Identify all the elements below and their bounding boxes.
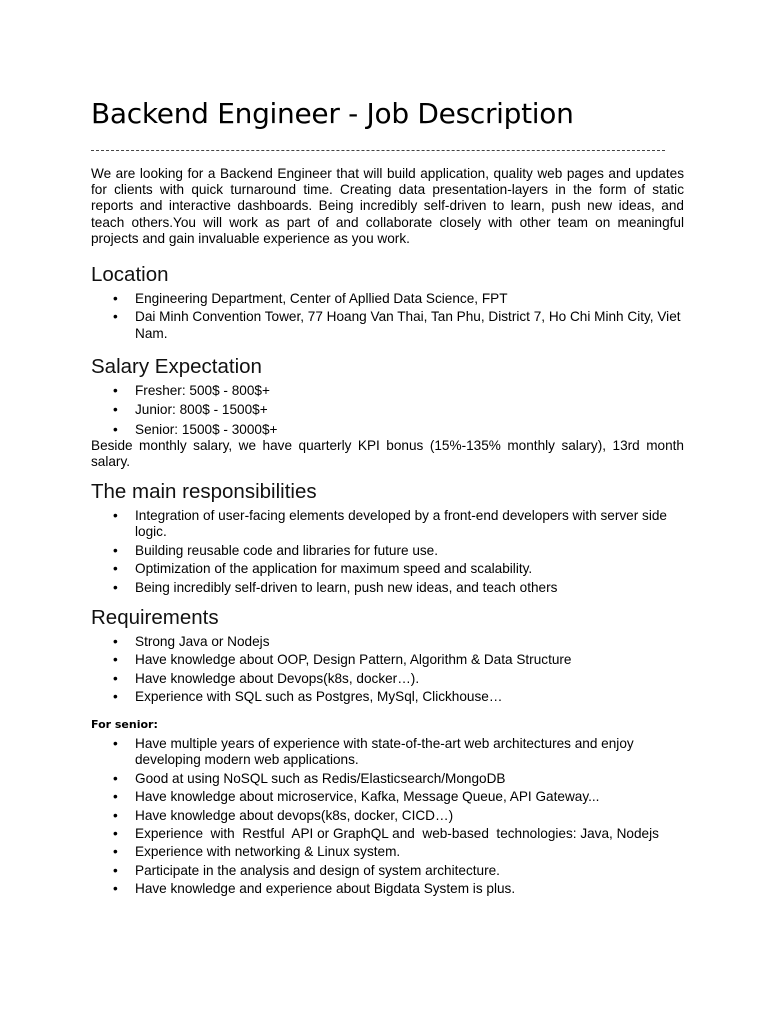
list-item: • Have knowledge about OOP, Design Pattern, Algorithm & Data Structure <box>135 652 684 668</box>
list-item: • Have knowledge about Devops(k8s, docker…). <box>135 671 684 687</box>
requirements-section <box>91 606 684 708</box>
list-item: • Integration of user-facing elements developed by a front-end developers with server side logic. <box>135 508 684 541</box>
responsibilities-heading: The main responsibilities <box>91 480 317 503</box>
title-divider <box>91 150 665 151</box>
salary-list <box>91 383 684 438</box>
list-item: • Junior: 800$ - 1500$+ <box>135 402 684 418</box>
list-item: • Have multiple years of experience with state-of-the-art web architectures and enjoy developing modern web applications. <box>135 736 684 769</box>
salary-note: Beside monthly salary, we have quarterly KPI bonus (15%-135% monthly salary), 13rd month salary. <box>91 438 684 470</box>
list-item: • Participate in the analysis and design of system architecture. <box>135 863 684 879</box>
list-item: • Building reusable code and libraries for future use. <box>135 543 684 559</box>
location-section <box>91 263 684 344</box>
location-heading: Location <box>91 263 169 286</box>
senior-requirements-section <box>91 718 684 900</box>
list-item: • Experience with SQL such as Postgres, MySql, Clickhouse… <box>135 689 684 705</box>
salary-heading: Salary Expectation <box>91 355 262 378</box>
responsibilities-section <box>91 480 684 598</box>
requirements-list <box>91 634 684 706</box>
list-item: • Good at using NoSQL such as Redis/Elasticsearch/MongoDB <box>135 771 684 787</box>
responsibilities-list <box>91 508 684 596</box>
requirements-heading: Requirements <box>91 606 219 629</box>
list-item: • Strong Java or Nodejs <box>135 634 684 650</box>
location-list <box>91 291 684 342</box>
page-title: Backend Engineer - Job Description <box>91 97 574 130</box>
salary-section <box>91 355 684 471</box>
list-item: • Senior: 1500$ - 3000$+ <box>135 422 684 438</box>
list-item: • Have knowledge and experience about Bigdata System is plus. <box>135 881 684 897</box>
list-item: • Being incredibly self-driven to learn, push new ideas, and teach others <box>135 580 684 596</box>
senior-label: For senior: <box>91 718 158 731</box>
list-item: • Experience with networking & Linux system. <box>135 844 684 860</box>
list-item: • Have knowledge about devops(k8s, docker, CICD…) <box>135 808 684 824</box>
list-item: • Fresher: 500$ - 800$+ <box>135 383 684 399</box>
list-item: • Engineering Department, Center of Apllied Data Science, FPT <box>135 291 684 307</box>
list-item: • Dai Minh Convention Tower, 77 Hoang Van Thai, Tan Phu, District 7, Ho Chi Minh City, Viet Nam. <box>135 309 684 342</box>
intro-paragraph: We are looking for a Backend Engineer that will build application, quality web pages and updates for clients with quick turnaround time. Creating data presentation-layers in the form of static reports and interactive dashboards. Being incredibly self-driven to learn, push new ideas, and teach others.You will work as part of and collaborate closely with other team on meaningful projects and gain invaluable experience as you work. <box>91 166 684 246</box>
list-item: • Experience with Restful API or GraphQL and web-based technologies: Java, Nodejs <box>135 826 684 842</box>
list-item: • Optimization of the application for maximum speed and scalability. <box>135 561 684 577</box>
senior-requirements-list <box>91 736 684 898</box>
list-item: • Have knowledge about microservice, Kafka, Message Queue, API Gateway... <box>135 789 684 805</box>
